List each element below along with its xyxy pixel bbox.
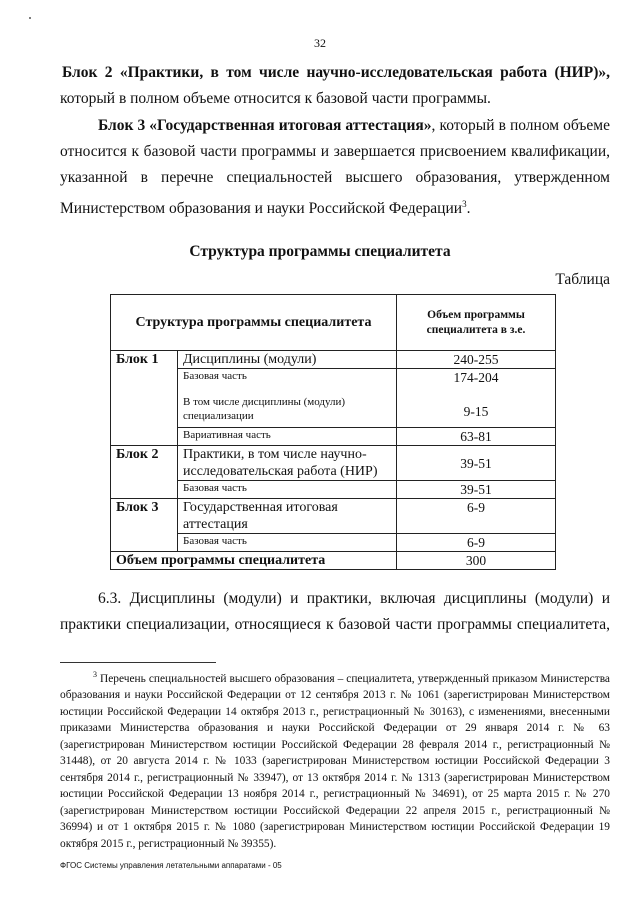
section-6-3-line2: практики специализации, относящиеся к базовой части программы специалитета, bbox=[60, 616, 610, 633]
header-volume: Объем программы специалитета в з.е. bbox=[397, 295, 556, 351]
block3-base-label: Базовая часть bbox=[178, 534, 397, 552]
page-number: 32 bbox=[314, 36, 326, 50]
block3-paragraph-line1 bbox=[98, 113, 610, 139]
block3-label: Блок 3 bbox=[111, 499, 178, 552]
footnote-text: Перечень специальностей высшего образования – специалитета, утвержденный приказом Министерства образования и науки Российской Федерации от 12 сентября 2013 г. № 1061 (зарегистрирован Министерством юстиции Российской Федерации 14 октября 2013 г., регистрационный № 30163), с изменениями, внесенными приказами Министерства образования и науки Российской Федерации от 29 января 2014 г. № 63 (зарегистрирован Министерством юстиции Российской Федерации 28 февраля 2014 г., регистрационный № 31448), от 20 августа 2014 г. № 1033 (зарегистрирован Министерством юстиции Российской Федерации 3 сентября 2014 г., регистрационный № 33947), от 13 октября 2014 г. № 1313 (зарегистрирован Министерством юстиции Российской Федерации 13 ноября 2014 г., регистрационный № 34691), от 25 марта 2015 г. № 270 (зарегистрирован Министерством юстиции Российской Федерации 22 апреля 2015 г., регистрационный № 36994) и от 1 октября 2015 г. № 1080 (зарегистрирован Министерством юстиции Российской Федерации 19 октября 2015 г., регистрационный № 39355). bbox=[60, 672, 610, 850]
table-row bbox=[111, 428, 556, 446]
header-structure: Структура программы специалитета bbox=[111, 295, 397, 351]
total-value: 300 bbox=[397, 552, 556, 570]
block3-paragraph-line2: относится к базовой части программы и завершается присвоением квалификации, bbox=[60, 143, 610, 160]
block2-label: Блок 2 bbox=[111, 446, 178, 499]
footnote-reference[interactable]: 3 bbox=[462, 199, 467, 209]
block3-paragraph-bold: Блок 3 «Государственная итоговая аттестация» bbox=[98, 117, 432, 134]
block2-paragraph-line1: Блок 2 «Практики, в том числе научно-исследовательская работа (НИР)», bbox=[62, 64, 610, 81]
block1-title: Дисциплины (модули) bbox=[178, 351, 397, 369]
table-row bbox=[111, 351, 556, 369]
block3-title: Государственная итоговая аттестация bbox=[178, 499, 397, 534]
block3-paragraph-line3: указанной в перечне специальностей высшего образования, утвержденном bbox=[60, 169, 610, 186]
table-row bbox=[111, 499, 556, 534]
table-row bbox=[111, 481, 556, 499]
table-row bbox=[111, 534, 556, 552]
block3-paragraph-after: , который в полном объеме bbox=[431, 117, 610, 134]
block1-spec-value: 9-15 bbox=[397, 395, 556, 428]
table-row bbox=[111, 395, 556, 428]
footnote-divider bbox=[60, 662, 216, 663]
page-footer: ФГОС Системы управления летательными аппаратами - 05 bbox=[60, 861, 282, 870]
block1-var-value: 63-81 bbox=[397, 428, 556, 446]
block2-title: Практики, в том числе научно-исследовательская работа (НИР) bbox=[178, 446, 397, 481]
block1-label: Блок 1 bbox=[111, 351, 178, 446]
block3-paragraph-end: . bbox=[466, 200, 471, 218]
section-title: Структура программы специалитета bbox=[189, 243, 451, 260]
table-header-row bbox=[111, 295, 556, 351]
block1-base-value: 174-204 bbox=[397, 369, 556, 396]
block1-spec-label: В том числе дисциплины (модули) специализации bbox=[178, 395, 397, 428]
table-total-row bbox=[111, 552, 556, 570]
block2-base-label: Базовая часть bbox=[178, 481, 397, 499]
block2-base-value: 39-51 bbox=[397, 481, 556, 499]
block2-paragraph-line2: который в полном объеме относится к базовой части программы. bbox=[60, 90, 491, 107]
program-structure-table bbox=[110, 294, 556, 570]
block3-paragraph-line4-text: Министерством образования и науки Российской Федерации bbox=[60, 200, 463, 218]
total-label: Объем программы специалитета bbox=[111, 552, 397, 570]
footnote bbox=[60, 667, 610, 852]
block2-value: 39-51 bbox=[397, 446, 556, 481]
block3-base-value: 6-9 bbox=[397, 534, 556, 552]
block1-base-label: Базовая часть bbox=[178, 369, 397, 396]
section-6-3-line1: 6.3. Дисциплины (модули) и практики, включая дисциплины (модули) и bbox=[98, 590, 610, 607]
block3-value: 6-9 bbox=[397, 499, 556, 534]
table-row bbox=[111, 446, 556, 481]
footnote-marker: 3 bbox=[93, 670, 97, 679]
block1-var-label: Вариативная часть bbox=[178, 428, 397, 446]
scan-mark bbox=[29, 17, 31, 19]
block1-value: 240-255 bbox=[397, 351, 556, 369]
table-row bbox=[111, 369, 556, 396]
block3-paragraph-line4 bbox=[60, 191, 610, 222]
table-label: Таблица bbox=[555, 271, 610, 288]
